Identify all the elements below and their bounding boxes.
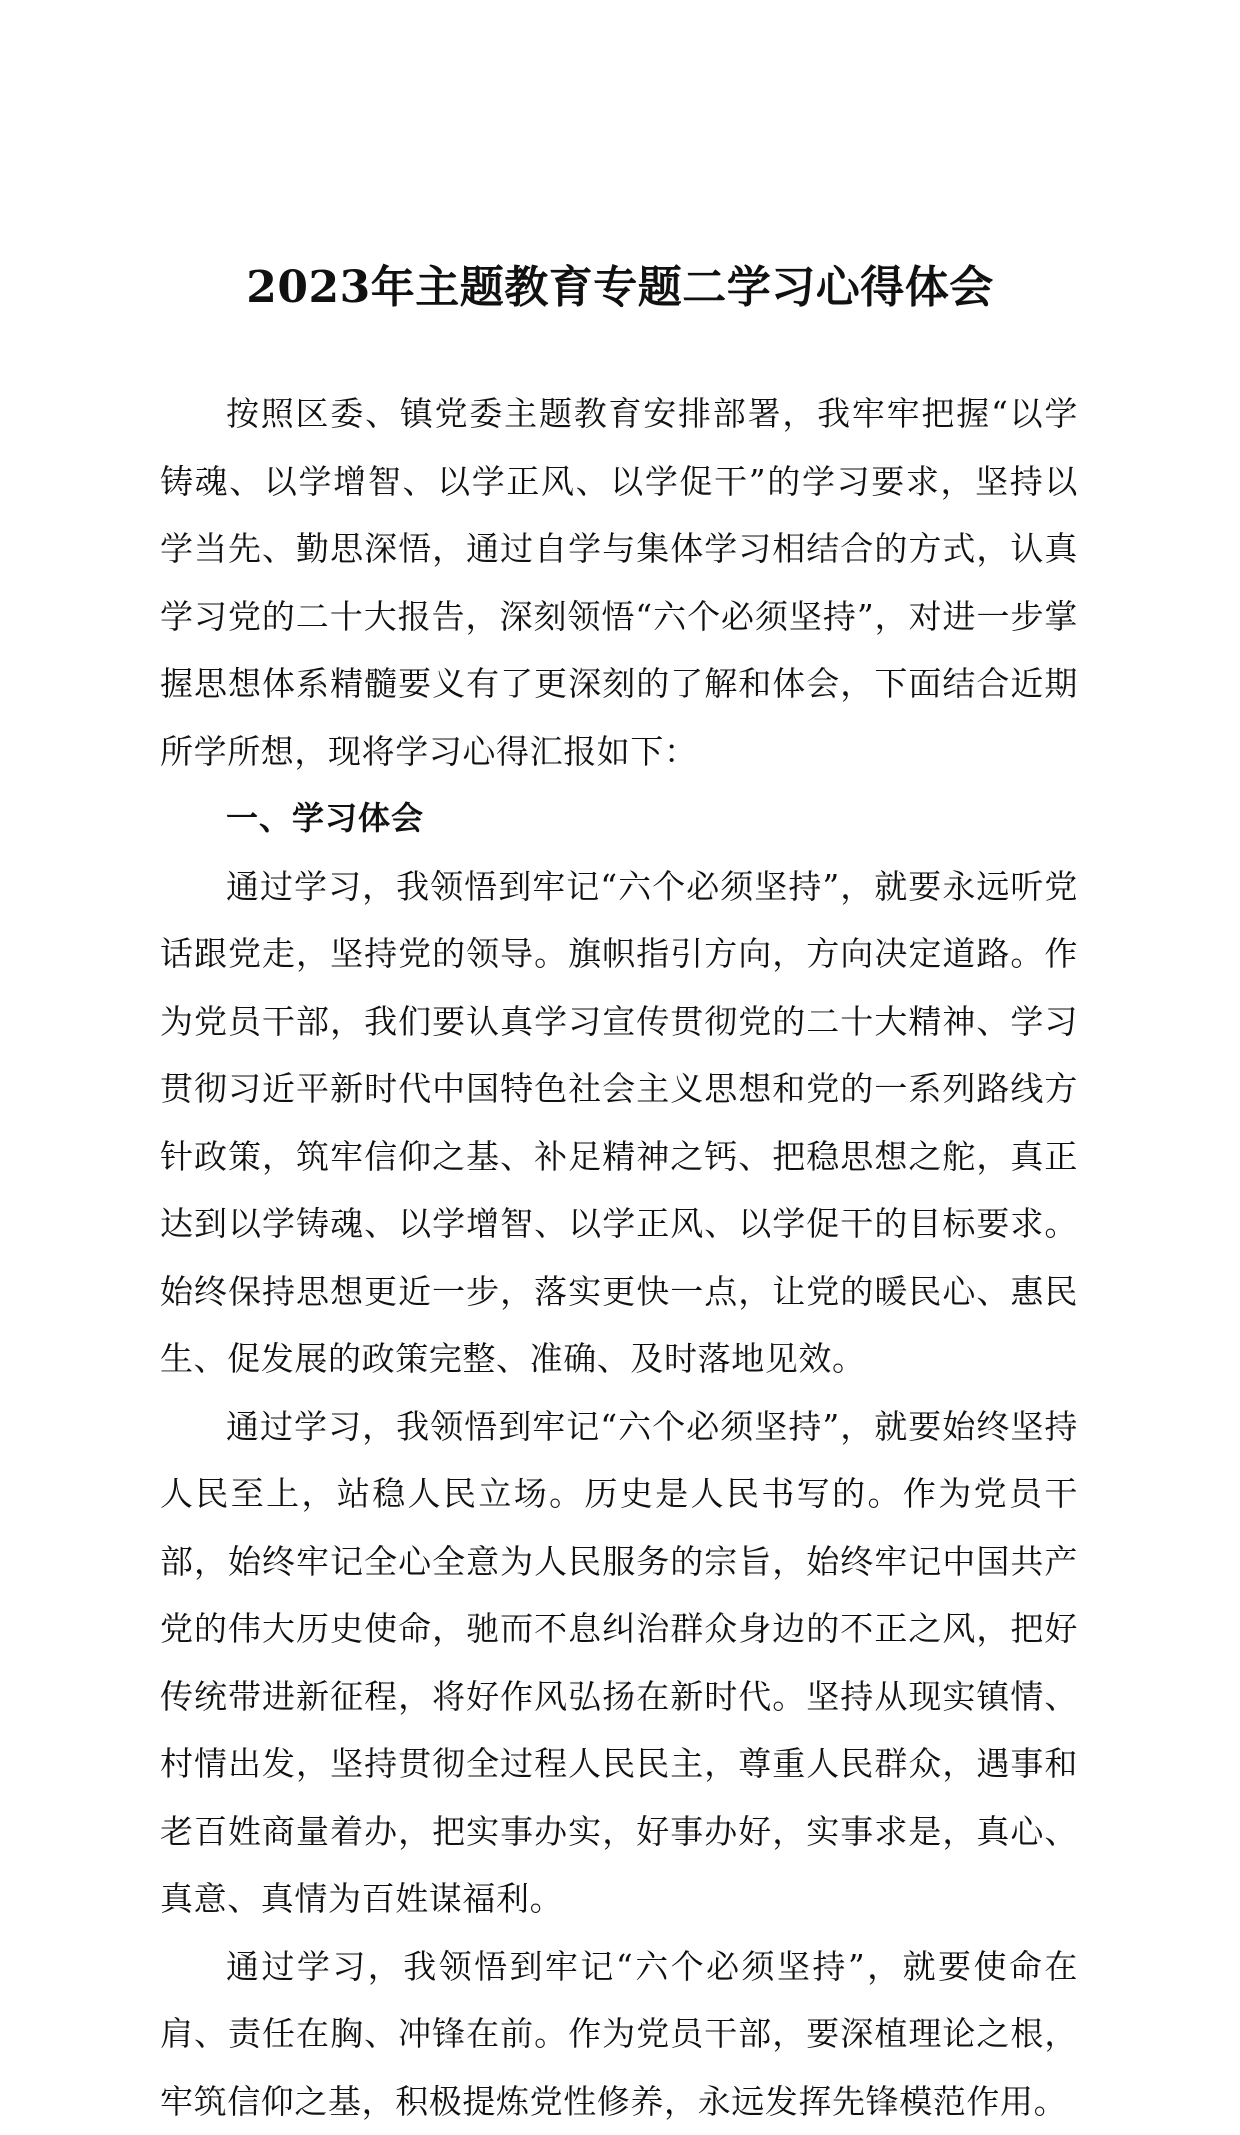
section-paragraph-people-first: 通过学习，我领悟到牢记“六个必须坚持”，就要始终坚持人民至上，站稳人民立场。历史是人民书写的。作为党员干部，始终牢记全心全意为人民服务的宗旨，始终牢记中国共产党的伟大历史使命，驰而不息纠治群众身边的不正之风，把好传统带进新征程，将好作风弘扬在新时代。坚持从现实镇情、村情出发，坚持贯彻全过程人民民主，尊重人民群众，遇事和老百姓商量着办，把实事办实，好事办好，实事求是，真心、真意、真情为百姓谋福利。 bbox=[160, 1393, 1078, 1933]
section-paragraph-party-leadership: 通过学习，我领悟到牢记“六个必须坚持”，就要永远听党话跟党走，坚持党的领导。旗帜指引方向，方向决定道路。作为党员干部，我们要认真学习宣传贯彻党的二十大精神、学习贯彻习近平新时代中国特色社会主义思想和党的一系列路线方针政策，筑牢信仰之基、补足精神之钙、把稳思想之舵，真正达到以学铸魂、以学增智、以学正风、以学促干的目标要求。始终保持思想更近一步，落实更快一点，让党的暖民心、惠民生、促发展的政策完整、准确、及时落地见效。 bbox=[160, 853, 1078, 1393]
section-heading-study-insights: 一、学习体会 bbox=[160, 785, 1078, 853]
document-body bbox=[160, 380, 1078, 2135]
document-title: 2023年主题教育专题二学习心得体会 bbox=[0, 258, 1240, 318]
intro-paragraph: 按照区委、镇党委主题教育安排部署，我牢牢把握“以学铸魂、以学增智、以学正风、以学促干”的学习要求，坚持以学当先、勤思深悟，通过自学与集体学习相结合的方式，认真学习党的二十大报告，深刻领悟“六个必须坚持”，对进一步掌握思想体系精髓要义有了更深刻的了解和体会，下面结合近期所学所想，现将学习心得汇报如下： bbox=[160, 380, 1078, 785]
section-paragraph-mission: 通过学习，我领悟到牢记“六个必须坚持”，就要使命在肩、责任在胸、冲锋在前。作为党员干部，要深植理论之根，牢筑信仰之基，积极提炼党性修养，永远发挥先锋模范作用。 bbox=[160, 1933, 1078, 2135]
